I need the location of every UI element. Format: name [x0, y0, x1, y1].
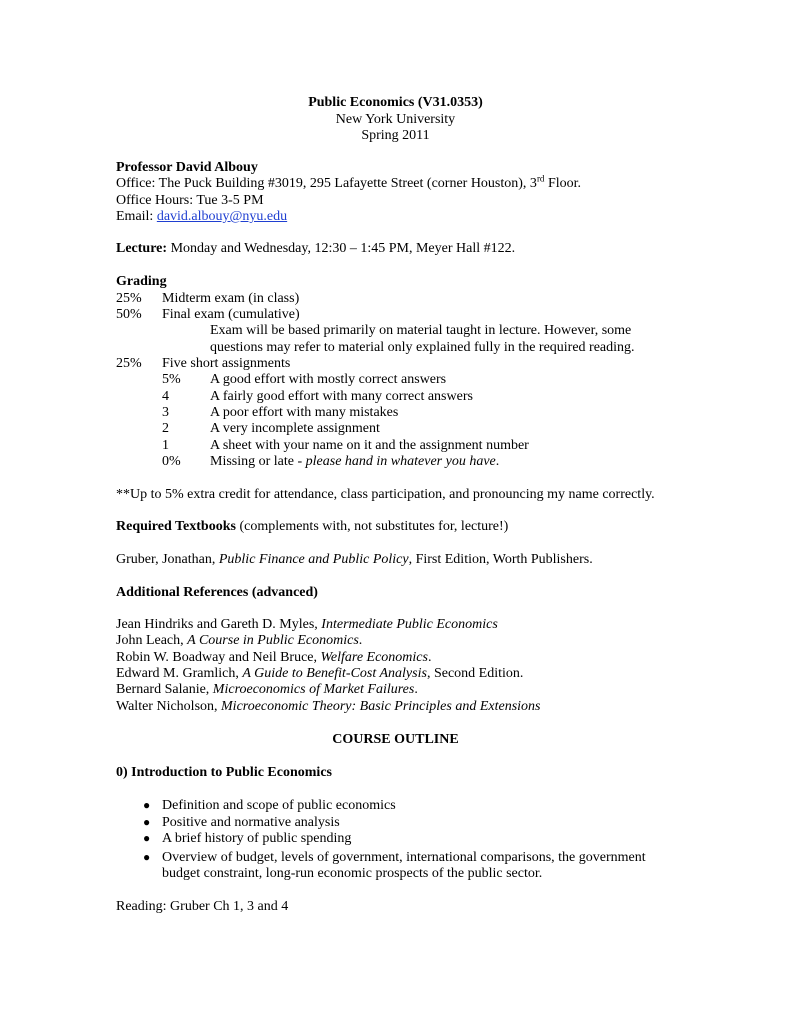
section-title: 0) Introduction to Public Economics	[116, 765, 332, 780]
list-item: A brief history of public spending	[162, 831, 352, 846]
bullet-icon: ●	[143, 850, 151, 864]
grading-midterm-pct: 25%	[116, 291, 142, 306]
scale-score: 2	[162, 421, 169, 436]
grading-assignments: Five short assignments	[162, 356, 291, 371]
reference-item: Jean Hindriks and Gareth D. Myles, Intermediate Public Economics	[116, 617, 498, 632]
scale-desc: A very incomplete assignment	[210, 421, 380, 436]
scale-score: 1	[162, 438, 169, 453]
list-item: Positive and normative analysis	[162, 815, 340, 830]
bullet-icon: ●	[143, 798, 151, 812]
scale-desc: A poor effort with many mistakes	[210, 405, 399, 420]
university-name: New York University	[335, 112, 456, 127]
reference-item: Walter Nicholson, Microeconomic Theory: Basic Principles and Extensions	[116, 699, 541, 714]
office-hours: Office Hours: Tue 3-5 PM	[116, 193, 264, 208]
required-textbook: Gruber, Jonathan, Public Finance and Public Policy, First Edition, Worth Publishers.	[116, 552, 593, 567]
list-item: Overview of budget, levels of government, international comparisons, the government	[162, 850, 646, 865]
textbooks-heading: Required Textbooks (complements with, not substitutes for, lecture!)	[116, 519, 509, 534]
bullet-icon: ●	[143, 831, 151, 845]
scale-score: 3	[162, 405, 169, 420]
course-title: Public Economics (V31.0353)	[308, 95, 483, 110]
professor-name: Professor David Albouy	[116, 160, 258, 175]
scale-desc: A fairly good effort with many correct answers	[210, 389, 473, 404]
scale-score: 4	[162, 389, 169, 404]
course-outline-heading: COURSE OUTLINE	[332, 732, 459, 747]
grading-final-note: questions may refer to material only explained fully in the required reading.	[210, 340, 635, 355]
email-link[interactable]: david.albouy@nyu.edu	[156, 209, 288, 224]
scale-score: 0%	[162, 454, 181, 469]
list-item-continuation: budget constraint, long-run economic prospects of the public sector.	[162, 866, 543, 881]
grading-final-pct: 50%	[116, 307, 142, 322]
scale-desc: A good effort with mostly correct answers	[210, 372, 447, 387]
reference-item: John Leach, A Course in Public Economics.	[116, 633, 363, 648]
scale-desc-missing: Missing or late - please hand in whatever you have.	[210, 454, 500, 469]
grading-assign-pct: 25%	[116, 356, 142, 371]
bullet-icon: ●	[143, 815, 151, 829]
scale-desc: A sheet with your name on it and the assignment number	[210, 438, 529, 453]
reading-assignment: Reading: Gruber Ch 1, 3 and 4	[116, 899, 289, 914]
grading-midterm: Midterm exam (in class)	[162, 291, 300, 306]
term: Spring 2011	[361, 128, 430, 143]
additional-references-heading: Additional References (advanced)	[116, 585, 318, 600]
office-location: Office: The Puck Building #3019, 295 Lafayette Street (corner Houston), 3rd Floor.	[116, 173, 582, 191]
grading-heading: Grading	[116, 274, 167, 289]
reference-item: Edward M. Gramlich, A Guide to Benefit-Cost Analysis, Second Edition.	[116, 666, 524, 681]
lecture-info: Lecture: Monday and Wednesday, 12:30 – 1:45 PM, Meyer Hall #122.	[116, 241, 516, 256]
scale-score: 5%	[162, 372, 181, 387]
reference-item: Robin W. Boadway and Neil Bruce, Welfare Economics.	[116, 650, 432, 665]
email-line: Email: david.albouy@nyu.edu	[116, 209, 288, 224]
grading-final: Final exam (cumulative)	[162, 307, 300, 322]
extra-credit-note: **Up to 5% extra credit for attendance, class participation, and pronouncing my name correctly.	[116, 487, 655, 502]
grading-final-note: Exam will be based primarily on material taught in lecture. However, some	[210, 323, 632, 338]
list-item: Definition and scope of public economics	[162, 798, 396, 813]
reference-item: Bernard Salanie, Microeconomics of Market Failures.	[116, 682, 418, 697]
